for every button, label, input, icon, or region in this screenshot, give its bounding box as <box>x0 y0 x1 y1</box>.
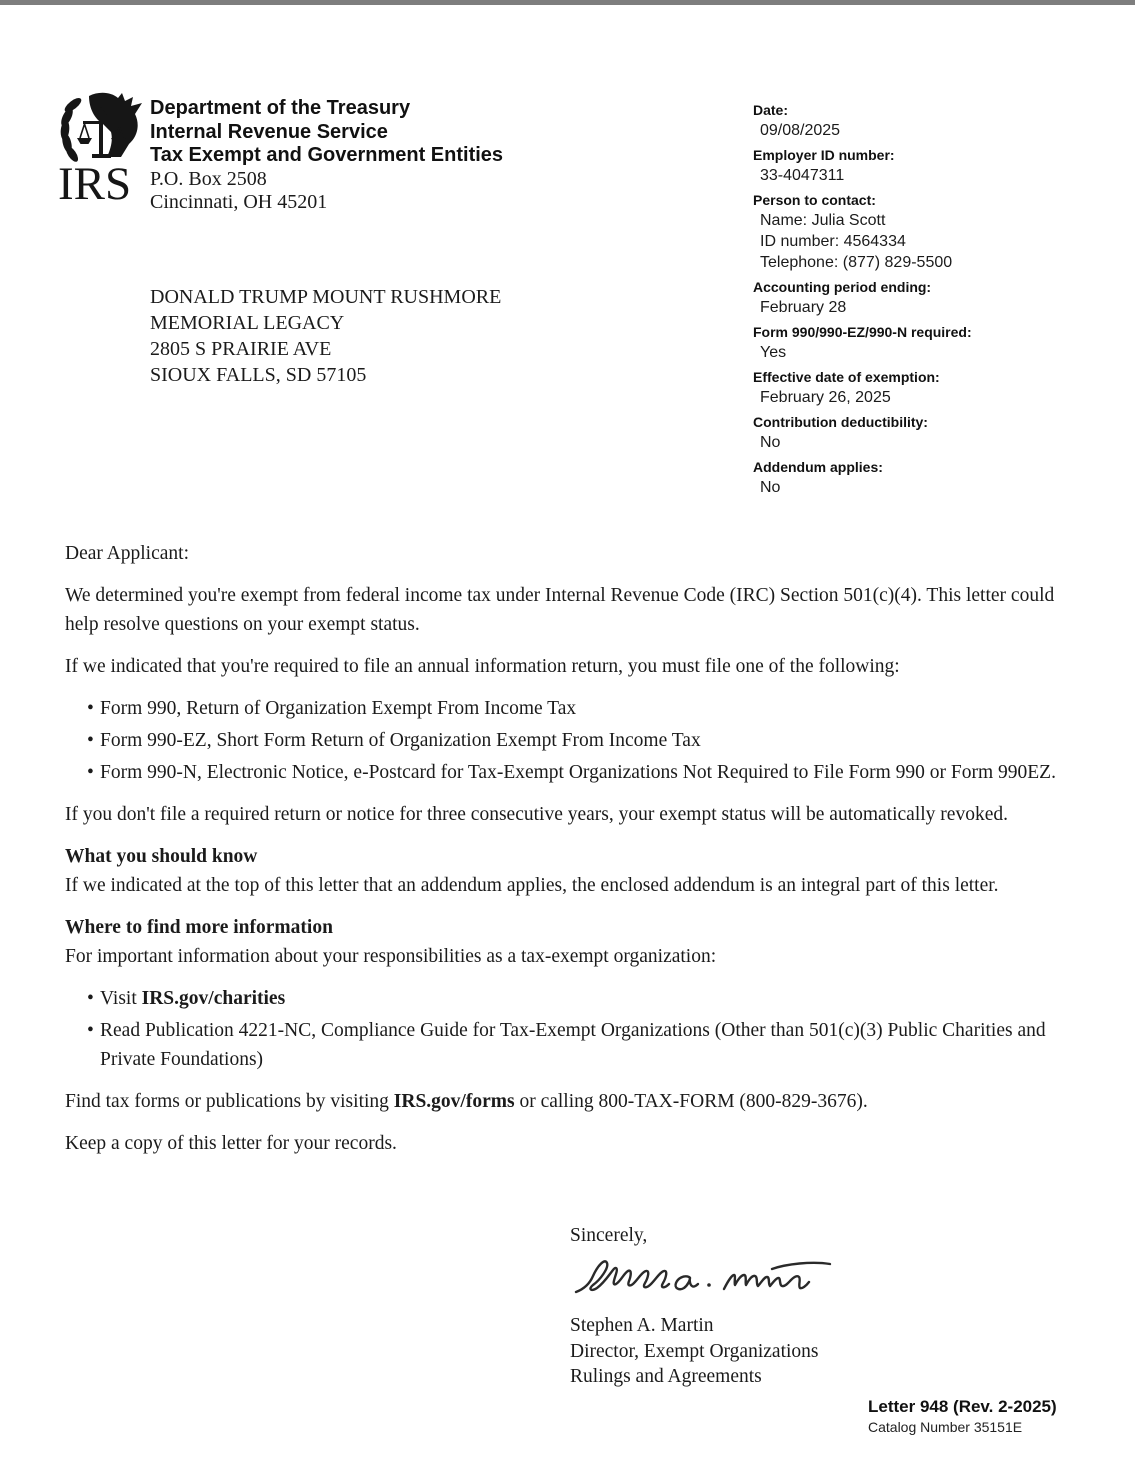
letterhead <box>150 97 503 215</box>
info-value: Yes <box>760 344 787 361</box>
paragraph-addendum: If we indicated at the top of this letter that an addendum applies, the enclosed addendum is an integral part of this letter. <box>65 875 999 896</box>
letter-footer <box>868 1396 1057 1436</box>
recipient-line-2: MEMORIAL LEGACY <box>150 312 345 334</box>
info-field-ein <box>753 145 1135 186</box>
info-label: Effective date of exemption: <box>753 369 940 385</box>
info-field-form-990-required <box>753 322 1135 363</box>
info-value: February 26, 2025 <box>760 389 891 406</box>
recipient-line-3: 2805 S PRAIRIE AVE <box>150 338 332 360</box>
paragraph-revocation-warning: If you don't file a required return or notice for three consecutive years, your exempt status will be automatically revoked. <box>65 804 1008 825</box>
recipient-line-1: DONALD TRUMP MOUNT RUSHMORE <box>150 286 502 308</box>
list-item-text: Form 990-EZ, Short Form Return of Organization Exempt From Income Tax <box>100 730 701 751</box>
letterhead-po-box: P.O. Box 2508 <box>150 167 267 190</box>
info-field-addendum <box>753 457 1135 498</box>
info-value: 33-4047311 <box>760 167 845 184</box>
info-label: Date: <box>753 102 789 118</box>
closing-sincerely: Sincerely, <box>570 1225 648 1246</box>
footer-letter-number: Letter 948 (Rev. 2-2025) <box>868 1397 1057 1416</box>
signer-block <box>570 1313 837 1390</box>
list-item-text: Form 990, Return of Organization Exempt From Income Tax <box>100 698 577 719</box>
footer-catalog-number: Catalog Number 35151E <box>868 1419 1023 1435</box>
info-field-date <box>753 100 1135 141</box>
list-item-text: Read Publication 4221-NC, Compliance Guide for Tax-Exempt Organizations (Other than 501(c)(3) Public Charities and Private Foundations) <box>100 1020 1046 1070</box>
info-label: Accounting period ending: <box>753 279 932 295</box>
letterhead-agency-line-1: Department of the Treasury <box>150 97 411 119</box>
list-item-form-990n <box>65 758 1080 787</box>
paragraph-keep-copy: Keep a copy of this letter for your records. <box>65 1133 397 1154</box>
info-label: Contribution deductibility: <box>753 414 928 430</box>
info-value: No <box>760 434 781 451</box>
closing-block <box>570 1221 837 1390</box>
irs-eagle-emblem <box>58 90 148 205</box>
letterhead-city: Cincinnati, OH 45201 <box>150 191 328 213</box>
info-label: Person to contact: <box>753 192 876 208</box>
paragraph-exempt-determination: We determined you're exempt from federal income tax under Internal Revenue Code (IRC) Section 501(c)(4). This letter could help resolve questions on your exempt status. <box>65 585 1055 635</box>
bullet-marker: • <box>87 1020 94 1041</box>
list-item-form-990ez <box>65 726 1080 755</box>
info-bullet-list <box>65 984 1080 1074</box>
info-panel <box>753 100 1135 502</box>
signature-image <box>572 1252 837 1307</box>
section-heading-what-you-should-know: What you should know <box>65 846 258 867</box>
forms-prefix-text: Find tax forms or publications by visiting <box>65 1091 394 1112</box>
visit-prefix-text: Visit <box>100 988 142 1009</box>
info-value: Telephone: (877) 829-5500 <box>760 254 953 271</box>
bullet-marker: • <box>87 730 94 751</box>
letterhead-agency-line-3: Tax Exempt and Government Entities <box>150 144 504 166</box>
salutation: Dear Applicant: <box>65 543 189 564</box>
info-label: Addendum applies: <box>753 459 883 475</box>
recipient-address <box>150 284 501 388</box>
window-top-bar <box>0 0 1135 5</box>
recipient-line-4: SIOUX FALLS, SD 57105 <box>150 364 367 386</box>
letter-body <box>65 539 1080 1171</box>
info-field-effective-date <box>753 367 1135 408</box>
paragraph-filing-intro: If we indicated that you're required to file an annual information return, you must file one of the following: <box>65 656 900 677</box>
list-item-form-990 <box>65 694 1080 723</box>
list-item-visit-charities <box>65 984 1080 1013</box>
info-label: Employer ID number: <box>753 147 895 163</box>
info-field-accounting-period <box>753 277 1135 318</box>
bullet-marker: • <box>87 988 94 1009</box>
paragraph-responsibilities: For important information about your responsibilities as a tax-exempt organization: <box>65 946 717 967</box>
signer-title-1: Director, Exempt Organizations <box>570 1340 819 1362</box>
irs-gov-charities-text: IRS.gov/charities <box>141 988 286 1009</box>
irs-gov-forms-text: IRS.gov/forms <box>393 1091 515 1112</box>
signer-title-2: Rulings and Agreements <box>570 1366 762 1387</box>
forms-suffix-text: or calling 800-TAX-FORM (800-829-3676). <box>514 1091 868 1112</box>
letterhead-agency-line-2: Internal Revenue Service <box>150 120 388 143</box>
bullet-marker: • <box>87 762 94 783</box>
info-field-contact <box>753 190 1135 273</box>
signer-name: Stephen A. Martin <box>570 1315 714 1336</box>
info-value: No <box>760 479 781 496</box>
paragraph-find-forms <box>65 1087 1080 1116</box>
info-label: Form 990/990-EZ/990-N required: <box>753 324 972 340</box>
irs-logo-wordmark: IRS <box>58 158 132 205</box>
section-heading-more-information: Where to find more information <box>65 917 333 938</box>
form-bullet-list <box>65 694 1080 787</box>
bullet-marker: • <box>87 698 94 719</box>
info-value: February 28 <box>760 299 847 316</box>
info-field-deductibility <box>753 412 1135 453</box>
info-value: Name: Julia Scott <box>760 212 886 229</box>
irs-logo <box>58 90 148 205</box>
info-value: 09/08/2025 <box>760 122 841 139</box>
list-item-text: Form 990-N, Electronic Notice, e-Postcard for Tax-Exempt Organizations Not Required to File Form 990 or Form 990EZ. <box>100 762 1056 783</box>
info-value: ID number: 4564334 <box>760 233 906 250</box>
list-item-read-publication <box>65 1016 1080 1074</box>
